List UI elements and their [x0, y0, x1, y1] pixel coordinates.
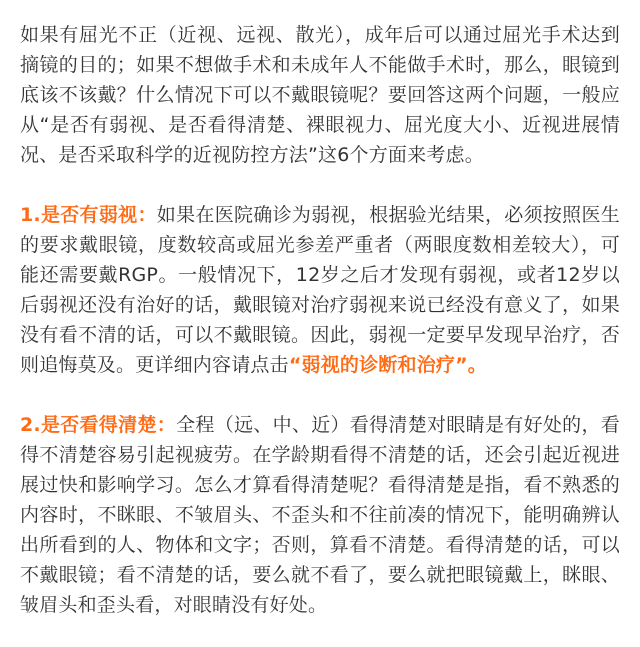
- section-clear-vision: [20, 410, 620, 620]
- intro-text: 如果有屈光不正（近视、远视、散光），成年后可以通过屈光手术达到摘镜的目的；如果不想做手术和未成年人不能做手术时，那么，眼镜到底该不该戴？什么情况下可以不戴眼镜呢？要回答这两个问题，一般应从“是否有弱视、是否看得清楚、裸眼视力、屈光度大小、近视进展情况、是否采取科学的近视防控方法”这6个方面来考虑。: [20, 24, 620, 166]
- section-amblyopia: [20, 200, 620, 380]
- section-clear-vision-heading: 2.是否看得清楚：: [20, 414, 177, 436]
- section-amblyopia-heading: 1.是否有弱视：: [20, 204, 157, 226]
- amblyopia-link[interactable]: “弱视的诊断和治疗”。: [288, 354, 487, 376]
- section-amblyopia-body: 如果在医院确诊为弱视，根据验光结果，必须按照医生的要求戴眼镜，度数较高或屈光参差严重者（两眼度数相差较大），可能还需要戴RGP。一般情况下，12岁之后才发现有弱视，或者12岁以后弱视还没有治好的话，戴眼镜对治疗弱视来说已经没有意义了，如果没有看不清的话，可以不戴眼镜。因此，弱视一定要早发现早治疗，否则追悔莫及。更详细内容请点击: [20, 204, 620, 376]
- section-clear-vision-body: 全程（远、中、近）看得清楚对眼睛是有好处的，看得不清楚容易引起视疲劳。在学龄期看得不清楚的话，还会引起近视进展过快和影响学习。怎么才算看得清楚呢？看得清楚是指，看不熟悉的内容时，不眯眼、不皱眉头、不歪头和不往前凑的情况下，能明确辨认出所看到的人、物体和文字；否则，算看不清楚。看得清楚的话，可以不戴眼镜；看不清楚的话，要么就不看了，要么就把眼镜戴上，眯眼、皱眉头和歪头看，对眼睛没有好处。: [20, 414, 620, 616]
- paragraph-gap: [20, 380, 620, 410]
- intro-paragraph: [20, 20, 620, 170]
- paragraph-gap: [20, 170, 620, 200]
